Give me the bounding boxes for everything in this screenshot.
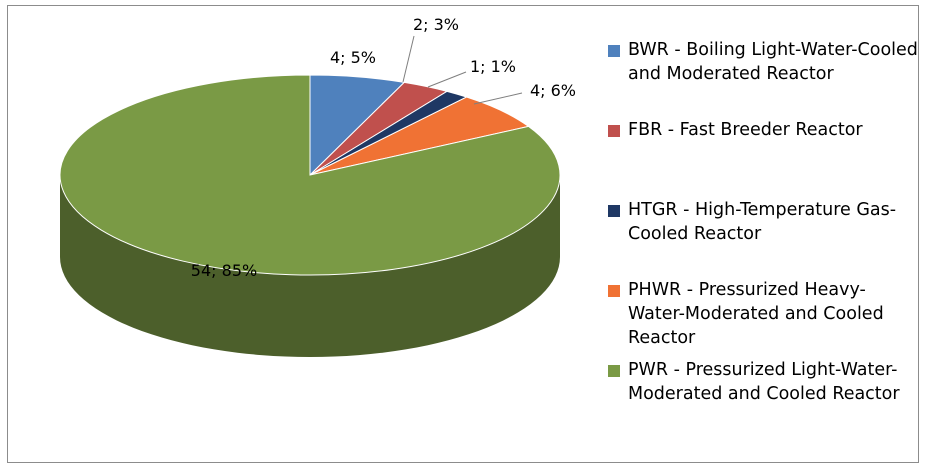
legend-swatch-fbr xyxy=(608,125,620,137)
data-label-phwr: 4; 6% xyxy=(529,81,577,100)
leader-line-fbr xyxy=(403,36,414,82)
legend-swatch-pwr xyxy=(608,365,620,377)
legend-swatch-bwr xyxy=(608,45,620,57)
data-label-fbr: 2; 3% xyxy=(412,15,460,34)
legend-label-fbr: FBR - Fast Breeder Reactor xyxy=(628,120,863,140)
legend-label-bwr: BWR - Boiling Light-Water-Cooled and Moderated Reactor xyxy=(628,40,918,84)
legend-label-phwr: PHWR - Pressurized Heavy-Water-Moderated and Cooled Reactor xyxy=(628,280,884,348)
legend-swatch-htgr xyxy=(608,205,620,217)
leader-line-phwr xyxy=(474,93,522,104)
data-label-pwr: 54; 85% xyxy=(190,261,258,280)
legend-label-pwr: PWR - Pressurized Light-Water-Moderated and Cooled Reactor xyxy=(628,360,900,404)
legend-label-htgr: HTGR - High-Temperature Gas-Cooled Reactor xyxy=(628,200,897,244)
data-label-htgr: 1; 1% xyxy=(469,57,517,76)
leader-line-htgr xyxy=(428,72,466,87)
legend-swatch-phwr xyxy=(608,285,620,297)
pie-top-layer xyxy=(60,75,560,275)
data-label-bwr: 4; 5% xyxy=(329,48,377,67)
